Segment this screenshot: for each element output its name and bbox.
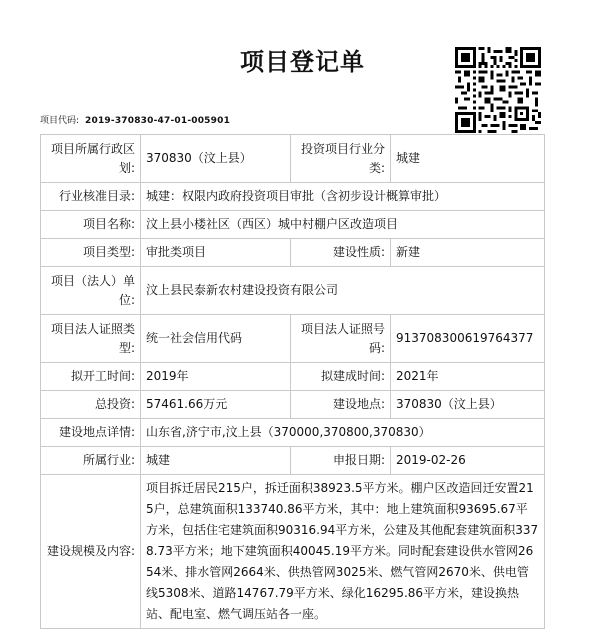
project-type-value: 审批类项目 <box>141 239 291 267</box>
approval-directory-label: 行业核准目录: <box>41 183 141 211</box>
table-row <box>41 239 545 267</box>
planned-start-value: 2019年 <box>141 363 291 391</box>
table-row <box>41 475 545 629</box>
planned-completion-label: 拟建成时间: <box>291 363 391 391</box>
license-number-label: 项目法人证照号码: <box>291 315 391 363</box>
declaration-date-label: 申报日期: <box>291 447 391 475</box>
site-details-value: 山东省,济宁市,汶上县（370000,370800,370830） <box>141 419 545 447</box>
scale-content-value: 项目拆迁居民215户，拆迁面积38923.5平方米。棚户区改造回迁安置215户，总建筑面积133740.86平方米，其中：地上建筑面积93695.67平方米，包括住宅建筑面积90316.94平方米，公建及其他配套建筑面积3378.73平方米；地下建筑面积40045.19平方米。同时配套建设供水管网2654米、排水管网2664米、供热管网3025米、燃气管网2670米、供电管线5308米、道路14767.79平方米、绿化16295.86平方米，建设换热站、配电室、燃气调压站各一座。 <box>141 475 545 629</box>
table-row <box>41 419 545 447</box>
project-name-label: 项目名称: <box>41 211 141 239</box>
license-number-value: 913708300619764377 <box>391 315 545 363</box>
project-code-label: 项目代码: <box>40 116 80 126</box>
document-title: 项目登记单 <box>240 48 365 76</box>
planned-start-label: 拟开工时间: <box>41 363 141 391</box>
industry-category-value: 城建 <box>391 135 545 183</box>
registration-table <box>40 134 545 629</box>
industry-value: 城建 <box>141 447 291 475</box>
license-type-value: 统一社会信用代码 <box>141 315 291 363</box>
legal-entity-label: 项目（法人）单位: <box>41 267 141 315</box>
table-row <box>41 315 545 363</box>
planned-completion-value: 2021年 <box>391 363 545 391</box>
construction-site-label: 建设地点: <box>291 391 391 419</box>
qr-code-icon <box>455 47 541 133</box>
construction-nature-value: 新建 <box>391 239 545 267</box>
license-type-label: 项目法人证照类型: <box>41 315 141 363</box>
declaration-date-value: 2019-02-26 <box>391 447 545 475</box>
region-value: 370830（汶上县） <box>141 135 291 183</box>
table-row <box>41 135 545 183</box>
project-name-value: 汶上县小楼社区（西区）城中村棚户区改造项目 <box>141 211 545 239</box>
table-row <box>41 391 545 419</box>
table-row <box>41 211 545 239</box>
industry-label: 所属行业: <box>41 447 141 475</box>
construction-site-value: 370830（汶上县） <box>391 391 545 419</box>
total-investment-value: 57461.66万元 <box>141 391 291 419</box>
table-row <box>41 267 545 315</box>
legal-entity-value: 汶上县民泰新农村建设投资有限公司 <box>141 267 545 315</box>
table-row <box>41 363 545 391</box>
site-details-label: 建设地点详情: <box>41 419 141 447</box>
industry-category-label: 投资项目行业分类: <box>291 135 391 183</box>
table-row <box>41 183 545 211</box>
project-type-label: 项目类型: <box>41 239 141 267</box>
total-investment-label: 总投资: <box>41 391 141 419</box>
construction-nature-label: 建设性质: <box>291 239 391 267</box>
table-row <box>41 447 545 475</box>
approval-directory-value: 城建：权限内政府投资项目审批（含初步设计概算审批） <box>141 183 545 211</box>
region-label: 项目所属行政区划: <box>41 135 141 183</box>
project-code-value: 2019-370830-47-01-005901 <box>85 116 231 126</box>
project-code-line <box>40 113 230 126</box>
scale-content-label: 建设规模及内容: <box>41 475 141 629</box>
